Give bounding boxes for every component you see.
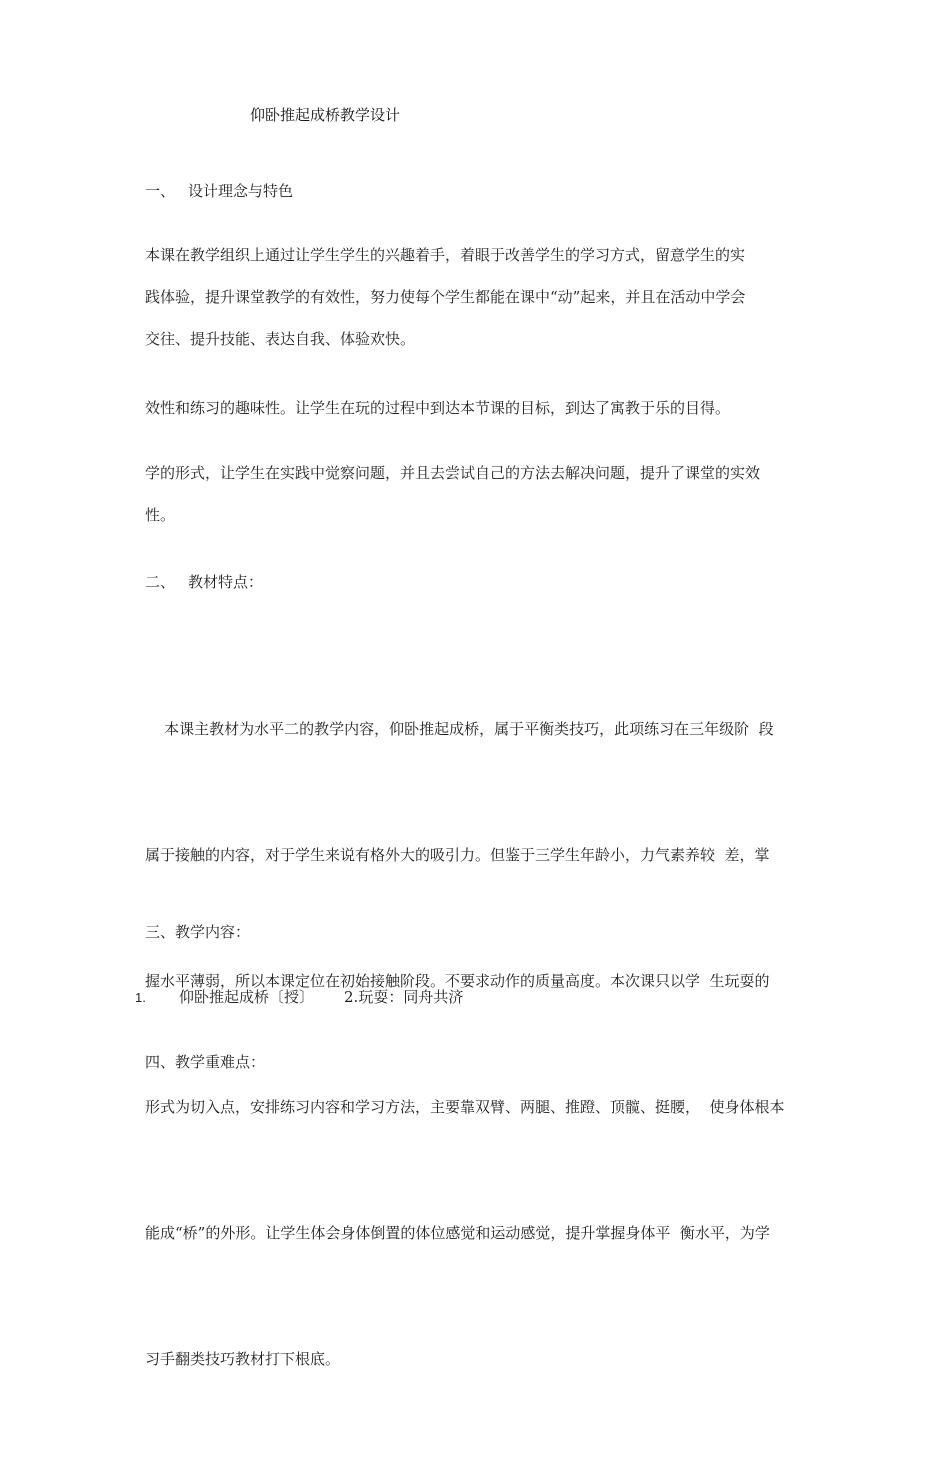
paragraph-line: 握水平薄弱，所以本课定位在初始接触阶段。不要求动作的质量高度。本次课只以学 生玩耍的 [145, 972, 770, 990]
paragraph-line: 形式为切入点，安排练习内容和学习方法，主要靠双臂、两腿、推蹬、顶髋、挺腰， 使身体根本 [145, 1098, 785, 1116]
section-1-paragraph-2 [145, 387, 815, 429]
section-1-heading [145, 180, 293, 201]
section-1-number: 一、 [145, 182, 176, 200]
section-1-title: 设计理念与特色 [188, 182, 294, 200]
section-2-number: 二、 [145, 573, 176, 591]
content-item-1: 仰卧推起成桥〔授〕 [179, 988, 315, 1006]
paragraph-line: 效性和练习的趣味性。让学生在玩的过程中到达本节课的目标，到达了寓教于乐的目得。 [145, 399, 731, 417]
content-item-2: 2.玩耍：同舟共济 [344, 988, 464, 1006]
section-2-paragraph [145, 624, 815, 1464]
paragraph-line: 交往、提升技能、表达自我、体验欢快。 [145, 330, 416, 348]
paragraph-line: 践体验，提升课堂教学的有效性，努力使每个学生都能在课中“动”起来，并且在活动中学会 [145, 288, 746, 306]
section-3-heading: 三、教学内容： [145, 923, 251, 941]
document-title: 仰卧推起成桥教学设计 [250, 106, 401, 124]
section-2-heading [145, 571, 263, 592]
paragraph-line: 性。 [145, 506, 176, 524]
paragraph-line: 属于接触的内容，对于学生来说有格外大的吸引力。但鉴于三学生年龄小，力气素养较 差，掌 [145, 846, 770, 864]
section-1-paragraph-1 [145, 234, 815, 360]
paragraph-line: 习手翻类技巧教材打下根底。 [145, 1350, 341, 1368]
list-index: 1. [135, 990, 146, 1005]
paragraph-line: 本课主教材为水平二的教学内容，仰卧推起成桥，属于平衡类技巧，此项练习在三年级阶 段 [145, 720, 774, 738]
paragraph-line: 能成“桥”的外形。让学生体会身体倒置的体位感觉和运动感觉，提升掌握身体平 衡水平，为学 [145, 1224, 770, 1242]
paragraph-line: 学的形式，让学生在实践中觉察问题，并且去尝试自己的方法去解决问题，提升了课堂的实效 [145, 464, 761, 482]
section-4-heading: 四、教学重难点： [145, 1053, 266, 1071]
paragraph-line: 本课在教学组织上通过让学生学生的兴趣着手，着眼于改善学生的学习方式，留意学生的实 [145, 246, 746, 264]
section-2-title: 教材特点： [188, 573, 264, 591]
section-1-paragraph-3 [145, 452, 815, 536]
teaching-content-list [135, 986, 463, 1007]
